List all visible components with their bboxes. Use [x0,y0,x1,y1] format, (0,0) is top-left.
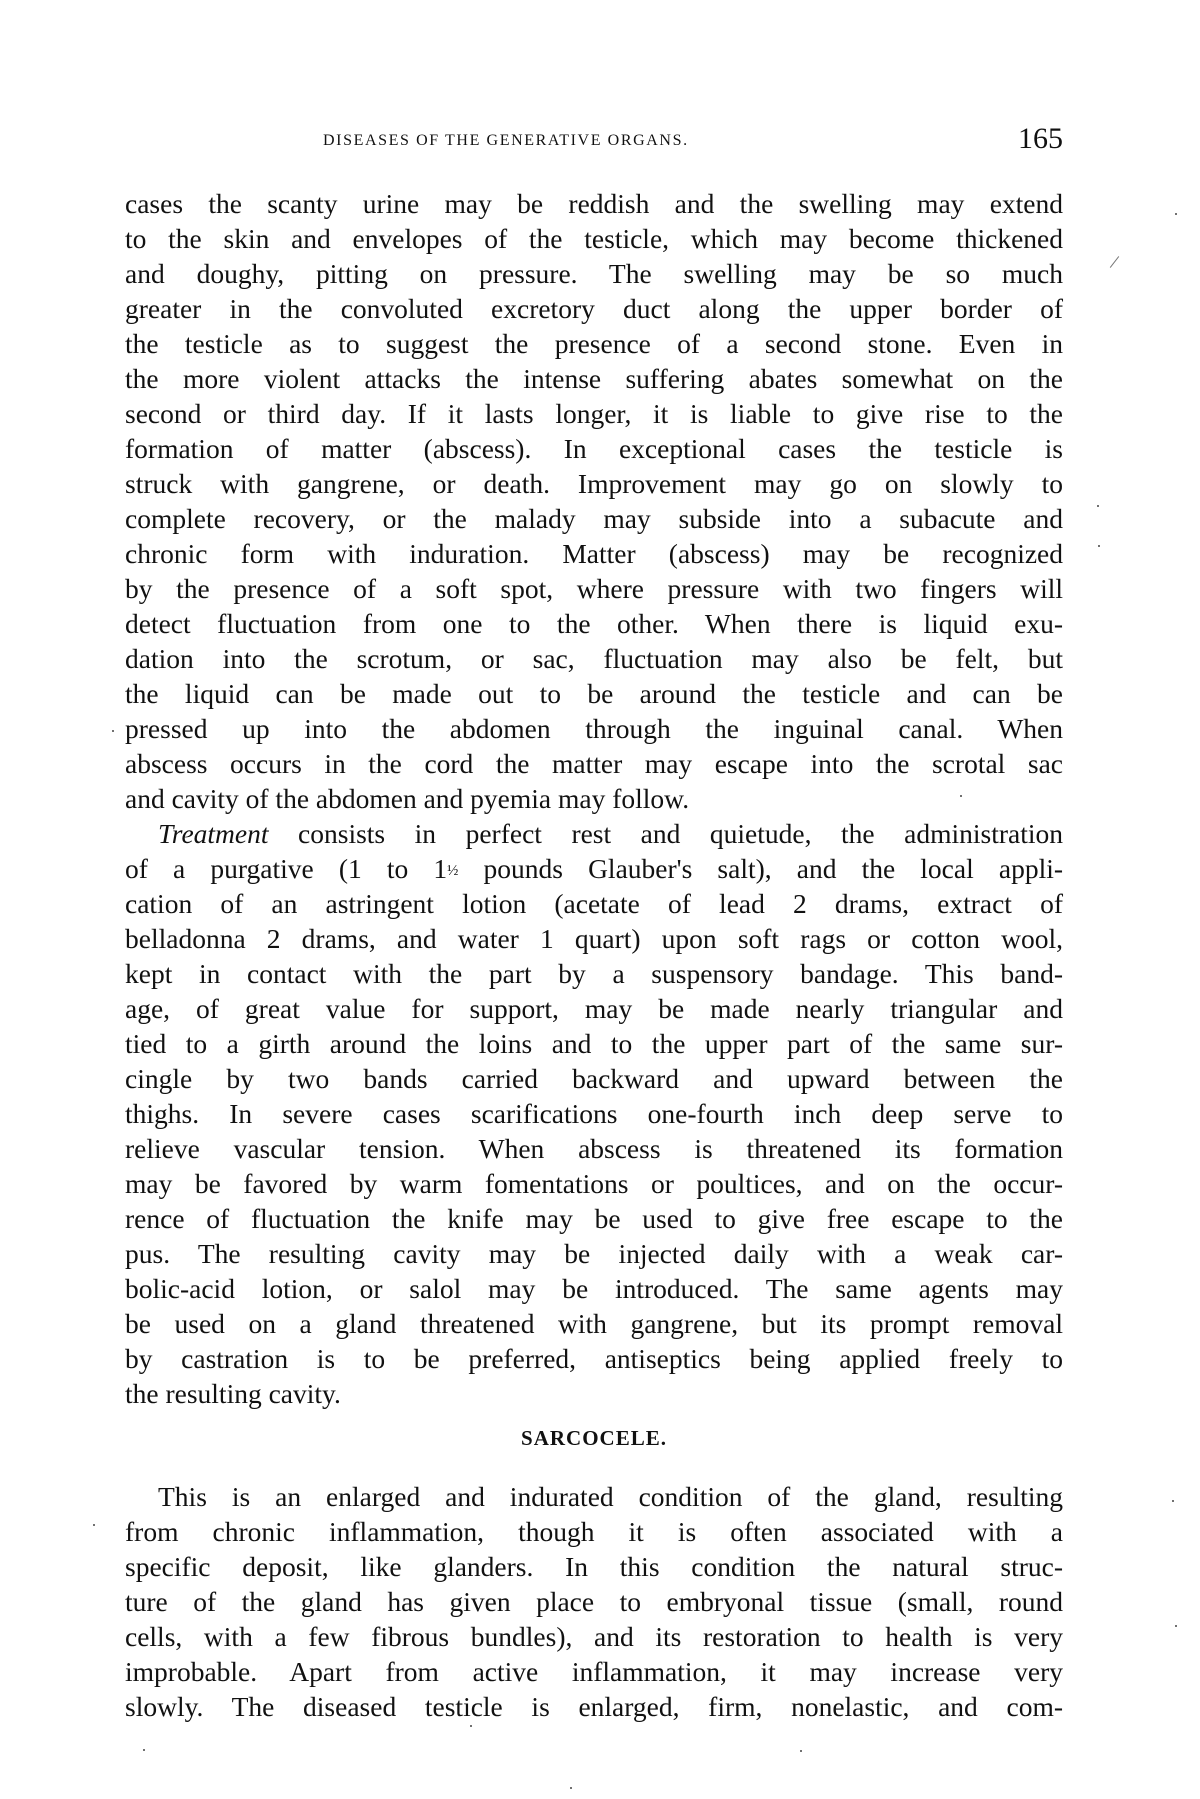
text-span: of a purgative (1 to 1 [125,853,448,884]
scan-speck [800,1750,802,1752]
text-line: age, of great value for support, may be made nearly triangular and [125,993,1063,1024]
text-line: to the skin and envelopes of the testicle, which may become thickened [125,223,1063,254]
text-line: the testicle as to suggest the presence of a second stone. Even in [125,328,1063,359]
text-line: tied to a girth around the loins and to the upper part of the same sur- [125,1028,1063,1059]
text-line: complete recovery, or the malady may subside into a subacute and [125,503,1063,534]
text-line: detect fluctuation from one to the other. When there is liquid exu- [125,608,1063,639]
scan-speck [143,1749,145,1751]
text-line: struck with gangrene, or death. Improvement may go on slowly to [125,468,1063,499]
text-line: ture of the gland has given place to embryonal tissue (small, round [125,1586,1063,1617]
text-line: be used on a gland threatened with gangrene, but its prompt removal [125,1308,1063,1339]
text-line [158,816,1063,851]
text-line: formation of matter (abscess). In exceptional cases the testicle is [125,433,1063,464]
text-line: specific deposit, like glanders. In this condition the natural struc- [125,1551,1063,1582]
scan-speck [570,1787,572,1789]
scan-speck [1097,505,1099,507]
scan-speck [93,1524,95,1526]
text-line: This is an enlarged and indurated condition of the gland, resulting [158,1481,1063,1512]
text-line: dation into the scrotum, or sac, fluctuation may also be felt, but [125,643,1063,674]
text-line: cells, with a few fibrous bundles), and its restoration to health is very [125,1621,1063,1652]
text-line: cingle by two bands carried backward and upward between the [125,1063,1063,1094]
scan-speck [1175,213,1177,215]
text-line: and cavity of the abdomen and pyemia may follow. [125,783,690,814]
scan-speck [960,795,962,797]
text-line: pus. The resulting cavity may be injected daily with a weak car- [125,1238,1063,1269]
text-line: and doughy, pitting on pressure. The swelling may be so much [125,258,1063,289]
text-line [125,851,1063,886]
text-line: may be favored by warm fomentations or poultices, and on the occur- [125,1168,1063,1199]
scan-speck [470,1725,472,1727]
text-line: abscess occurs in the cord the matter may escape into the scrotal sac [125,748,1063,779]
text-line: pressed up into the abdomen through the inguinal canal. When [125,713,1063,744]
text-line: from chronic inflammation, though it is often associated with a [125,1516,1063,1547]
text-line: second or third day. If it lasts longer, it is liable to give rise to the [125,398,1063,429]
running-title: DISEASES OF THE GENERATIVE ORGANS. [323,132,689,149]
scan-speck [1098,545,1100,547]
text-line: improbable. Apart from active inflammation, it may increase very [125,1656,1063,1687]
running-head [125,122,1063,155]
text-line: relieve vascular tension. When abscess is threatened its formation [125,1133,1063,1164]
text-line: by the presence of a soft spot, where pressure with two fingers will [125,573,1063,604]
text-line: by castration is to be preferred, antiseptics being applied freely to [125,1343,1063,1374]
text-line: cases the scanty urine may be reddish and the swelling may extend [125,188,1063,219]
text-span: pounds Glauber's salt), and the local appli- [458,853,1064,884]
text-line: kept in contact with the part by a suspensory bandage. This band- [125,958,1063,989]
scan-mark [1110,256,1119,268]
text-line: bolic-acid lotion, or salol may be introduced. The same agents may [125,1273,1063,1304]
text-line: the liquid can be made out to be around the testicle and can be [125,678,1063,709]
section-heading-sarcocele: SARCOCELE. [521,1426,667,1450]
text-line: belladonna 2 drams, and water 1 quart) upon soft rags or cotton wool, [125,923,1063,954]
text-line: cation of an astringent lotion (acetate of lead 2 drams, extract of [125,888,1063,919]
text-span: consists in perfect rest and quietude, the administration [268,818,1063,849]
scan-speck [112,730,114,732]
fraction-half: ½ [447,863,459,879]
scan-speck [1175,1625,1177,1627]
text-line: slowly. The diseased testicle is enlarged, firm, nonelastic, and com- [125,1691,1063,1722]
text-line: thighs. In severe cases scarifications one-fourth inch deep serve to [125,1098,1063,1129]
text-line: the resulting cavity. [125,1378,341,1409]
scan-speck [1172,1500,1174,1502]
text-line: greater in the convoluted excretory duct along the upper border of [125,293,1063,324]
text-line: rence of fluctuation the knife may be used to give free escape to the [125,1203,1063,1234]
treatment-italic-lead: Treatment [158,818,269,849]
text-line: chronic form with induration. Matter (abscess) may be recognized [125,538,1063,569]
page-number: 165 [1018,122,1063,155]
text-line: the more violent attacks the intense suffering abates somewhat on the [125,363,1063,394]
